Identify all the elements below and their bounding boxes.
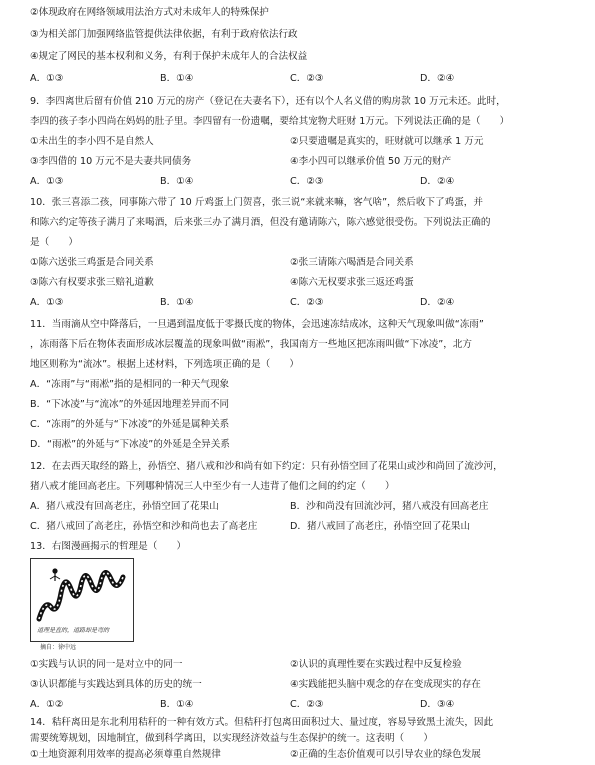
- q11-option-d: D．“雨凇”的外延与“下冰凌”的外延是全异关系: [30, 439, 230, 450]
- q12-option-a: A．猪八戒没有回高老庄，孙悟空回了花果山: [30, 501, 219, 512]
- q10-statement-2: ②张三请陈六喝酒是合同关系: [290, 257, 414, 268]
- q13-option-b: B．①④: [160, 699, 194, 710]
- q14-statement-1: ①土地资源利用效率的提高必须尊重自然规律: [30, 749, 221, 760]
- option-d: D．②④: [420, 73, 455, 84]
- q12-option-d: D．猪八戒回了高老庄，孙悟空回了花果山: [290, 521, 471, 532]
- q9-statement-2: ②只要遗嘱是真实的，旺财就可以继承 1 万元: [290, 136, 484, 147]
- cartoon-caption: 道理是直的，道路却是弯的: [37, 627, 110, 634]
- q13-statement-1: ①实践与认识的同一是对立中的同一: [30, 659, 183, 670]
- q13-stem: 13．右图漫画揭示的哲理是（ ）: [30, 541, 187, 552]
- q9-option-c: C．②③: [290, 176, 324, 187]
- q9-statement-1: ①未出生的李小四不是自然人: [30, 136, 154, 147]
- q9-statement-4: ④李小四可以继承价值 50 万元的财产: [290, 156, 452, 167]
- q12-option-c: C．猪八戒回了高老庄，孙悟空和沙和尚也去了高老庄: [30, 521, 258, 532]
- q9-option-b: B．①④: [160, 176, 194, 187]
- q12-option-b: B．沙和尚没有回流沙河，猪八戒没有回高老庄: [290, 501, 489, 512]
- q11-stem-line-3: 地区则称为“流冰”。根据上述材料，下列选项正确的是（ ）: [30, 359, 299, 370]
- q12-stem-line-1: 12．在去西天取经的路上，孙悟空、猪八戒和沙和尚有如下约定：只有孙悟空回了花果山或沙和尚回了流沙河，: [30, 461, 503, 472]
- statement-4: ④规定了网民的基本权利和义务，有利于保护未成年人的合法权益: [30, 51, 308, 62]
- q14-stem-line-2: 需要统筹规划，因地制宜，做到科学离田，以实现经济效益与生态保护的统一。这表明（ ）: [30, 733, 433, 744]
- q13-option-d: D．③④: [420, 699, 455, 710]
- q10-stem-line-3: 是（ ）: [30, 237, 78, 248]
- option-c: C．②③: [290, 73, 324, 84]
- cartoon-author: 摘自：徐中远: [40, 644, 77, 651]
- q10-option-d: D．②④: [420, 297, 455, 308]
- q10-statement-3: ③陈六有权要求张三赔礼道歉: [30, 277, 154, 288]
- q9-stem-line-2: 李四的孩子李小四尚在妈妈的肚子里。李四留有一份遗嘱，要给其宠物犬旺财 1万元。下列说法正确的是（ ）: [30, 116, 510, 127]
- option-a: A．①③: [30, 73, 64, 84]
- q13-statement-2: ②认识的真理性要在实践过程中反复检验: [290, 659, 462, 670]
- q10-stem-line-1: 10．张三喜添二孩，同事陈六带了 10 斤鸡蛋上门贺喜，张三说“来就来嘛，客气啥”，然后收下了鸡蛋，并: [30, 197, 483, 208]
- q12-stem-line-2: 猪八戒才能回高老庄。下列哪种情况三人中至少有一人违背了他们之间的约定（ ）: [30, 481, 395, 492]
- q11-stem-line-1: 11．当雨滴从空中降落后，一旦遇到温度低于零摄氏度的物体，会迅速冻结成冰，这种天气现象叫做“冻雨”: [30, 319, 484, 330]
- q9-stem-line-1: 9．李四离世后留有价值 210 万元的房产（登记在夫妻名下），还有以个人名义借的购房款 10 万元未还。此时，: [30, 96, 506, 107]
- cartoon-image: [30, 558, 134, 642]
- q13-statement-3: ③认识都能与实践达到具体的历史的统一: [30, 679, 202, 690]
- q14-statement-2: ②正确的生态价值观可以引导农业的绿色发展: [290, 749, 481, 760]
- q10-option-a: A．①③: [30, 297, 64, 308]
- q11-option-c: C．“冻雨”的外延与“下冰凌”的外延是属种关系: [30, 419, 230, 430]
- statement-2: ②体现政府在网络领域用法治方式对未成年人的特殊保护: [30, 7, 269, 18]
- q11-option-b: B．“下冰凌”与“流冰”的外延因地理差异而不同: [30, 399, 230, 410]
- q10-statement-1: ①陈六送张三鸡蛋是合同关系: [30, 257, 154, 268]
- q10-statement-4: ④陈六无权要求张三返还鸡蛋: [290, 277, 414, 288]
- q10-option-c: C．②③: [290, 297, 324, 308]
- q9-option-a: A．①③: [30, 176, 64, 187]
- q10-stem-line-2: 和陈六约定等孩子满月了来喝酒，后来张三办了满月酒，但没有邀请陈六，陈六感觉很受伤。下列说法正确的: [30, 217, 491, 228]
- q9-option-d: D．②④: [420, 176, 455, 187]
- q13-option-c: C．②③: [290, 699, 324, 710]
- option-b: B．①④: [160, 73, 194, 84]
- q9-statement-3: ③李四借的 10 万元不是夫妻共同债务: [30, 156, 192, 167]
- q11-stem-line-2: ，冻雨落下后在物体表面形成冰层覆盖的现象叫做“雨凇”，我国南方一些地区把冻雨叫做“下冰凌”，北方: [30, 339, 473, 350]
- q13-option-a: A．①②: [30, 699, 64, 710]
- q10-option-b: B．①④: [160, 297, 194, 308]
- q13-statement-4: ④实践能把头脑中观念的存在变成现实的存在: [290, 679, 481, 690]
- q14-stem-line-1: 14．秸秆离田是东北利用秸秆的一种有效方式。但秸秆打包离田面积过大、量过度，容易导致黑土流失，因此: [30, 717, 494, 728]
- statement-3: ③为相关部门加强网络监管提供法律依据，有利于政府依法行政: [30, 29, 298, 40]
- q11-option-a: A．“冻雨”与“雨凇”指的是相同的一种天气现象: [30, 379, 230, 390]
